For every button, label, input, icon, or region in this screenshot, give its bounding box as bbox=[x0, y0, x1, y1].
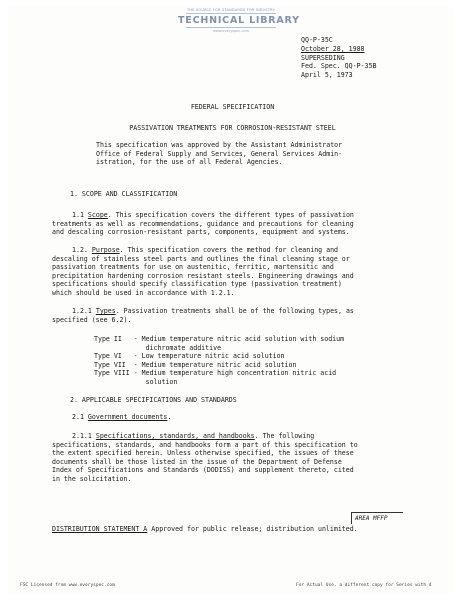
para-1-2-line: specifications should specify classification type (passivation treatment) bbox=[52, 280, 342, 289]
para-text: . The following bbox=[254, 432, 315, 440]
para-1-1-line: and descaling corrosion-resistant parts, components, equipment and systems. bbox=[52, 228, 350, 237]
document-page bbox=[8, 6, 454, 594]
para-1-2-line: descaling of stainless steel parts and outlines the final cleaning stage or bbox=[52, 254, 350, 263]
types-list-item: dichromate additive bbox=[94, 343, 222, 352]
para-1-2-line: which should be used in accordance with 1.2.1. bbox=[52, 289, 235, 297]
spec-title: PASSIVATION TREATMENTS FOR CORROSION-RESISTANT STEEL bbox=[129, 124, 336, 132]
footer-right: For Actual Use, a different copy for Series with 4 bbox=[296, 583, 432, 588]
para-1-1-first-line bbox=[72, 211, 354, 220]
types-list-item: solution bbox=[94, 378, 178, 386]
distribution-label: DISTRIBUTION STATEMENT A bbox=[52, 525, 148, 533]
para-2-1-1-line: specifications, standards, and handbooks form a part of this specification to bbox=[52, 440, 358, 449]
fsc-area-box: AREA MFFP bbox=[351, 512, 403, 524]
para-1-2-1-line: specified (see 6.2). bbox=[52, 315, 132, 324]
para-2-1-1-first-line bbox=[72, 432, 314, 441]
superseded-date: April 5, 1973 bbox=[301, 71, 353, 80]
doc-date: October 28, 1988 bbox=[301, 44, 365, 53]
superseded-doc: Fed. Spec. QQ-P-35B bbox=[301, 62, 377, 71]
section-1-heading: 1. SCOPE AND CLASSIFICATION bbox=[70, 190, 178, 198]
superseding-label: SUPERSEDING bbox=[301, 53, 345, 62]
para-2-1-1-line: documents shall be those listed in the issue of the Department of Defense bbox=[52, 457, 342, 466]
para-number: 2.1.1 bbox=[72, 432, 92, 440]
logo-rule-bottom bbox=[186, 27, 276, 28]
para-title: Government documents bbox=[87, 413, 168, 421]
doc-id: QQ-P-35C bbox=[301, 36, 333, 44]
para-text: . This specification covers the method for cleaning and bbox=[119, 246, 339, 254]
logo-rule-top bbox=[186, 13, 276, 14]
para-1-2-first-line bbox=[72, 246, 338, 255]
approval-line-3: istration, for the use of all Federal Agencies. bbox=[96, 158, 283, 167]
para-2-1 bbox=[72, 413, 171, 422]
para-number: 1.1 bbox=[72, 211, 84, 219]
distribution-statement bbox=[52, 525, 358, 534]
logo-title: TECHNICAL LIBRARY bbox=[178, 15, 300, 26]
para-text: . bbox=[167, 413, 172, 421]
para-title: Types bbox=[95, 307, 116, 315]
approval-line-2: Office of Federal Supply and Services, General Services Admin- bbox=[96, 149, 343, 158]
para-title: Purpose bbox=[91, 246, 120, 254]
technical-library-logo bbox=[178, 8, 300, 34]
types-list-item: Type VIII - Medium temperature high concentration nitric acid bbox=[94, 369, 337, 378]
footer-left: FSC Licensed from www.everyspec.com bbox=[20, 583, 115, 588]
logo-url: www.everyspec.com bbox=[213, 29, 249, 33]
para-text: . This specification covers the different types of passivation bbox=[107, 211, 354, 219]
para-1-2-1-first-line bbox=[72, 307, 354, 316]
para-title: Scope bbox=[87, 211, 108, 219]
types-list-item: Type VII - Medium temperature nitric acid solution bbox=[94, 360, 297, 369]
para-1-1-line: treatments as well as recommendations, guidance and precautions for cleaning bbox=[52, 219, 354, 228]
logo-tagline: THE SOURCE FOR STANDARDS FOR INDUSTRY bbox=[187, 8, 275, 12]
para-number: 2.1 bbox=[72, 413, 84, 421]
para-1-2-line: passivation treatments for use on austenitic, ferritic, martensitic and bbox=[52, 263, 334, 272]
spec-heading: FEDERAL SPECIFICATION bbox=[190, 103, 275, 111]
para-2-1-1-line: Index of Specifications and Standards (DODISS) and supplement thereto, cited bbox=[52, 466, 354, 475]
para-2-1-1-line: in the solicitation. bbox=[52, 475, 132, 483]
para-title: Specifications, standards, and handbooks bbox=[95, 432, 255, 440]
distribution-text: Approved for public release; distribution unlimited. bbox=[147, 525, 358, 533]
types-list-item: Type II - Medium temperature nitric acid solution with sodium bbox=[94, 335, 345, 343]
approval-line-1: This specification was approved by the Assistant Administrator bbox=[96, 141, 343, 149]
para-2-1-1-line: the extent specified herein. Unless otherwise specified, the issues of these bbox=[52, 449, 354, 458]
para-text: . Passivation treatments shall be of the following types, as bbox=[115, 307, 354, 315]
para-1-2-line: precipitation hardening corrosion resistant steels. Engineering drawings and bbox=[52, 271, 354, 280]
para-number: 1.2. bbox=[72, 246, 88, 254]
types-list-item: Type VI - Low temperature nitric acid solution bbox=[94, 352, 285, 361]
para-number: 1.2.1 bbox=[72, 307, 92, 315]
section-2-heading: 2. APPLICABLE SPECIFICATIONS AND STANDARDS bbox=[70, 396, 237, 404]
document-header-block bbox=[301, 36, 376, 80]
